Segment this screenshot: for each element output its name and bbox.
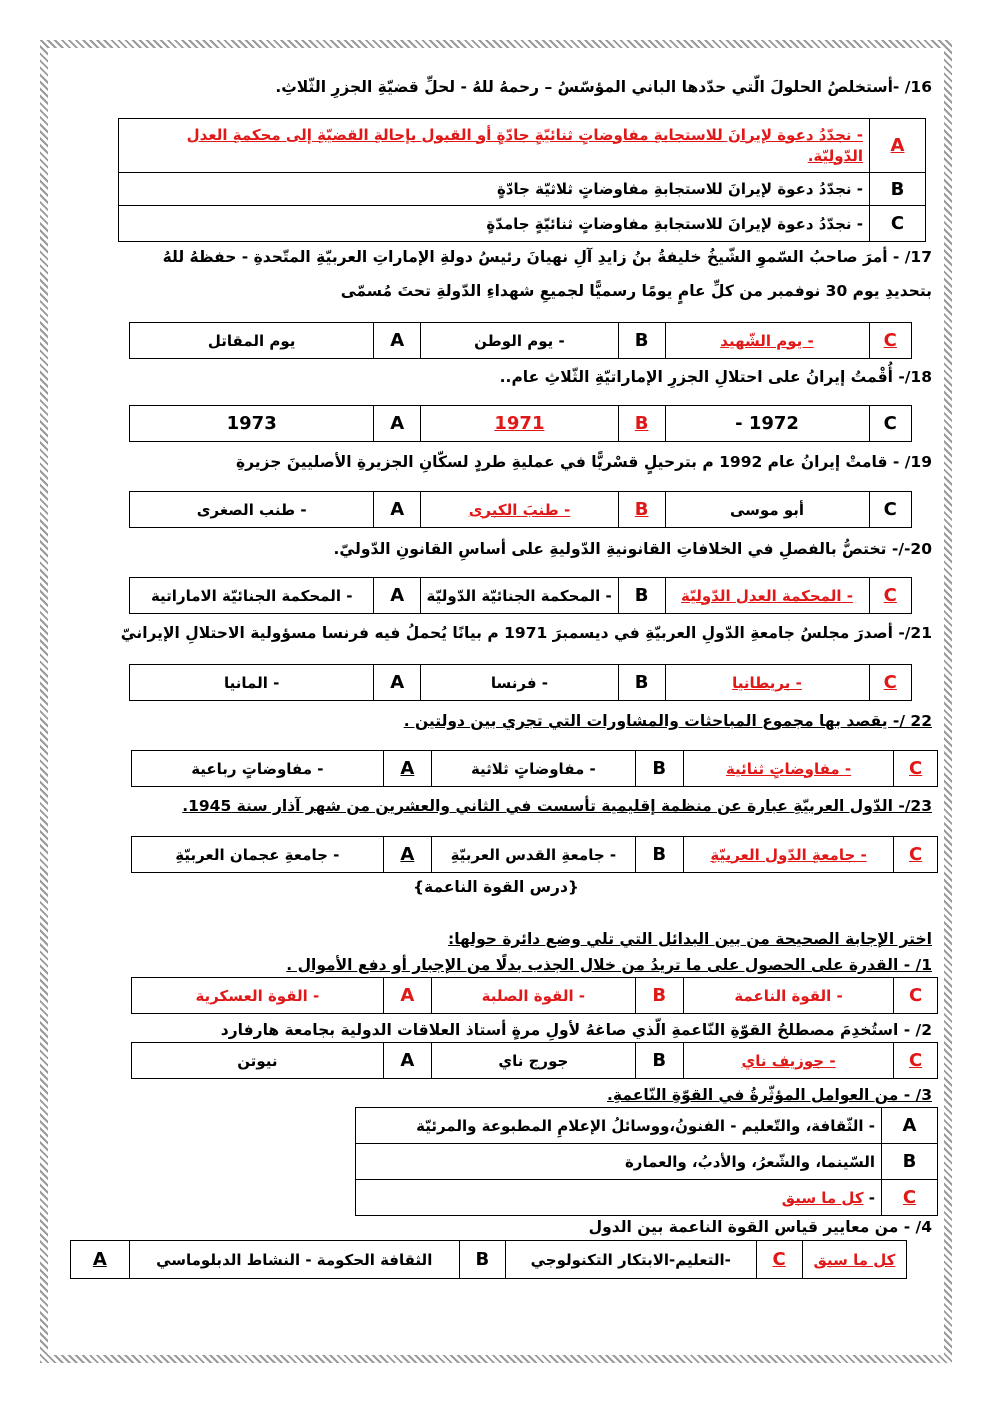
q23-option-b[interactable]: - جامعةِ القدس العربيّةِ xyxy=(431,837,635,873)
q17-letter-b[interactable]: B xyxy=(618,323,665,359)
q23-letter-b[interactable]: B xyxy=(635,837,683,873)
q19-letter-c[interactable]: C xyxy=(869,492,912,528)
q23-letter-a[interactable]: A xyxy=(383,837,431,873)
question-18: 18/- أُقْمتُ إيرانُ على احتلالِ الجزرِ الإماراتيّةِ الثّلاثِ عام.. xyxy=(499,368,932,386)
s3-options-table xyxy=(355,1107,938,1216)
s3-option-c[interactable]: C - كل ما سبق xyxy=(356,1180,938,1216)
option-letter[interactable]: A xyxy=(882,1108,938,1144)
q18-option-b[interactable]: 1971 xyxy=(421,406,619,442)
soft-question-3: 3/ - من العوامل المؤثّرةُ في القوّةِ النّاعمةِ. xyxy=(607,1086,932,1104)
q21-option-a[interactable]: - المانيا xyxy=(130,665,374,701)
q16-option-b[interactable] xyxy=(119,173,926,206)
q19-option-c[interactable]: أبو موسى xyxy=(665,492,869,528)
q19-option-a[interactable]: - طنب الصغرى xyxy=(130,492,374,528)
s4-letter-c[interactable]: C xyxy=(756,1241,802,1279)
question-20: 20-/- تختصُّ بالفصلِ في الخلافاتِ القانونيةِ الدّوليةِ على أساسِ القانونِ الدّوليّ. xyxy=(333,540,932,558)
s1-option-a[interactable]: - القوة العسكرية xyxy=(131,978,383,1014)
q16-option-c[interactable] xyxy=(119,206,926,242)
s4-options-table xyxy=(70,1240,938,1279)
q20-option-c[interactable]: - المحكمة العدل الدّوليّة xyxy=(665,578,869,614)
q22-letter-c[interactable]: C xyxy=(894,751,938,787)
option-text[interactable]: السّينما، والشّعرُ، والأدبُ، والعمارة xyxy=(356,1144,882,1180)
q21-letter-a[interactable]: A xyxy=(374,665,421,701)
q21-option-b[interactable]: - فرنسا xyxy=(421,665,619,701)
s1-option-b[interactable]: - القوة الصلبة xyxy=(431,978,635,1014)
q18-option-a[interactable]: 1973 xyxy=(130,406,374,442)
q18-option-c[interactable]: 1972 - xyxy=(665,406,869,442)
question-17-line2: بتحديدِ يوم 30 نوفمبر من كلِّ عامٍ يومًا رسميًّا لجميعِ شهداءِ الدّولةِ تحتَ مُسمّى xyxy=(340,282,932,300)
s2-letter-b[interactable]: B xyxy=(635,1043,683,1079)
q23-option-c[interactable]: - جامعةِ الدّول العربيّةِ xyxy=(683,837,893,873)
q22-option-b[interactable]: - مفاوضاتٍ ثلاثية xyxy=(431,751,635,787)
q16-options-table xyxy=(118,118,926,242)
s1-options-table xyxy=(70,977,938,1014)
s1-letter-a[interactable]: A xyxy=(383,978,431,1014)
q17-letter-c[interactable]: C xyxy=(869,323,912,359)
q23-options-table xyxy=(70,836,938,873)
s2-option-a[interactable]: نيوتن xyxy=(131,1043,383,1079)
q19-option-b[interactable]: - طنبَ الكبرى xyxy=(421,492,619,528)
soft-question-2: 2/ - استُخدِمَ مصطلحُ القوّةِ النّاعمةِ الّذي صاغهُ لأولِ مرةٍ أستاذ العلاقات الدولية بجامعة هارفارد xyxy=(220,1021,932,1039)
option-letter[interactable]: A xyxy=(870,119,926,173)
option-text[interactable]: - نجدّدُ دعوة لإيرانَ للاستجابةِ مفاوضاتٍ ثلاثيّة جادّةٍ xyxy=(119,173,870,206)
s3-option-b[interactable] xyxy=(356,1144,938,1180)
q19-options-table xyxy=(70,491,912,528)
q18-letter-b[interactable]: B xyxy=(618,406,665,442)
q20-options-table xyxy=(70,577,912,614)
q17-option-c[interactable]: - يوم الشّهيد xyxy=(665,323,869,359)
q20-option-b[interactable]: - المحكمة الجنائيّة الدّوليّة xyxy=(421,578,619,614)
s1-option-c[interactable]: - القوة الناعمة xyxy=(683,978,893,1014)
q19-letter-b[interactable]: B xyxy=(618,492,665,528)
instruction: اختر الإجابة الصحيحة من بين البدائل التي تلي وضع دائرة حولها: xyxy=(448,930,932,948)
lesson-title: {درس القوة الناعمة} xyxy=(413,878,579,896)
soft-question-1: 1/ - القدرة على الحصول على ما تريدُ من خلال الجذب بدلًا من الإجبار أو دفع الأموال . xyxy=(286,956,932,974)
q20-letter-c[interactable]: C xyxy=(869,578,912,614)
option-letter[interactable]: B xyxy=(870,173,926,206)
question-19: 19/ - قامتْ إيرانُ عام 1992 م بترحيلٍ قسْريًّا في عمليةِ طردٍ لسكّانِ الجزيرةِ الأصليينَ جزيرةِ xyxy=(236,453,932,471)
option-letter[interactable]: C xyxy=(882,1180,938,1216)
question-21: 21/- أصدرَ مجلسُ جامعةِ الدّولِ العربيّةِ في ديسمبرَ 1971 م بيانًا يُحملُ فيه فرنسا مسؤولية الاحتلالِ الإيرانيّ xyxy=(120,624,932,642)
q17-letter-a[interactable]: A xyxy=(374,323,421,359)
s3-option-a[interactable] xyxy=(356,1108,938,1144)
q23-letter-c[interactable]: C xyxy=(894,837,938,873)
option-text-cont: الدّوليّة. xyxy=(807,146,863,165)
q20-option-a[interactable]: - المحكمة الجنائيّة الاماراتية xyxy=(130,578,374,614)
question-22: 22 /- يقصد بها مجموع المباحثات والمشاورات التي تجري بين دولتين . xyxy=(403,712,932,730)
q16-option-a[interactable] xyxy=(119,119,926,173)
q21-options-table xyxy=(70,664,912,701)
s2-option-c[interactable]: - جوزيف ناي xyxy=(683,1043,893,1079)
question-16: 16/ -أستخلصُ الحلولَ الّتي حدّدها الباني المؤسّسُ – رحمهُ للهُ - لحلِّ قضيّةِ الجزرِ الثّلاثِ. xyxy=(275,78,932,96)
option-text: كل ما سبق xyxy=(781,1188,864,1207)
s4-option-b[interactable]: -التعليم-الابتكار التكنولوجي xyxy=(505,1241,756,1279)
q23-option-a[interactable]: - جامعةِ عجمان العربيّةِ xyxy=(131,837,383,873)
q20-letter-a[interactable]: A xyxy=(374,578,421,614)
option-letter[interactable]: B xyxy=(882,1144,938,1180)
s2-option-b[interactable]: جورج ناي xyxy=(431,1043,635,1079)
q17-option-b[interactable]: - يوم الوطن xyxy=(421,323,619,359)
option-letter[interactable]: C xyxy=(870,206,926,242)
q22-letter-b[interactable]: B xyxy=(635,751,683,787)
s2-letter-a[interactable]: A xyxy=(383,1043,431,1079)
q22-option-c[interactable]: - مفاوضاتٍ ثنائية xyxy=(683,751,893,787)
q17-option-a[interactable]: يوم المقاتل xyxy=(130,323,374,359)
s1-letter-b[interactable]: B xyxy=(635,978,683,1014)
option-text[interactable]: - نجدّدُ دعوة لإيرانَ للاستجابةِ مفاوضاتٍ ثنائيّةٍ جامدّةٍ xyxy=(119,206,870,242)
q18-options-table xyxy=(70,405,912,442)
q20-letter-b[interactable]: B xyxy=(618,578,665,614)
s4-letter-b[interactable]: B xyxy=(459,1241,505,1279)
s4-letter-a[interactable]: A xyxy=(71,1241,130,1279)
s2-letter-c[interactable]: C xyxy=(894,1043,938,1079)
s1-letter-c[interactable]: C xyxy=(894,978,938,1014)
q22-option-a[interactable]: - مفاوضاتٍ رباعية xyxy=(131,751,383,787)
question-23: 23/- الدّول العربيّةِ عبارة عن منظمة إقليمية تأسست في الثاني والعشرين من شهر آذار سنة 1945. xyxy=(182,797,932,815)
s2-options-table xyxy=(70,1042,938,1079)
q21-letter-c[interactable]: C xyxy=(869,665,912,701)
question-17-line1: 17/ - أمرَ صاحبُ السّموِ الشّيخُ خليفةُ بنُ زايدِ آلِ نهيانَ رئيسُ دولةِ الإماراتِ العربيّةِ المتّحدةِ - حفظهُ للهُ xyxy=(162,248,932,266)
option-text[interactable]: - الثّقافة، والتّعليم - الفنونُ،ووسائلُ الإعلامِ المطبوعة والمرئيّة xyxy=(356,1108,882,1144)
q19-letter-a[interactable]: A xyxy=(374,492,421,528)
q18-letter-c[interactable]: C xyxy=(869,406,912,442)
q17-options-table xyxy=(70,322,912,359)
q22-letter-a[interactable]: A xyxy=(383,751,431,787)
soft-question-4: 4/ - من معايير قياس القوة الناعمة بين الدول xyxy=(588,1218,932,1236)
q21-option-c[interactable]: - بريطانيا xyxy=(665,665,869,701)
q18-letter-a[interactable]: A xyxy=(374,406,421,442)
s4-option-c[interactable]: كل ما سبق xyxy=(802,1241,907,1279)
option-text: - نجدّدُ دعوة لإيرانَ للاستجابةِ مفاوضاتٍ ثنائيّةٍ جادّةٍ أو القبول بإحالةِ القضيّةِ إلى محكمةِ العدل xyxy=(186,125,863,144)
s4-option-a[interactable]: الثقافة الحكومة - النشاط الدبلوماسي xyxy=(129,1241,459,1279)
q22-options-table xyxy=(70,750,938,787)
q21-letter-b[interactable]: B xyxy=(618,665,665,701)
